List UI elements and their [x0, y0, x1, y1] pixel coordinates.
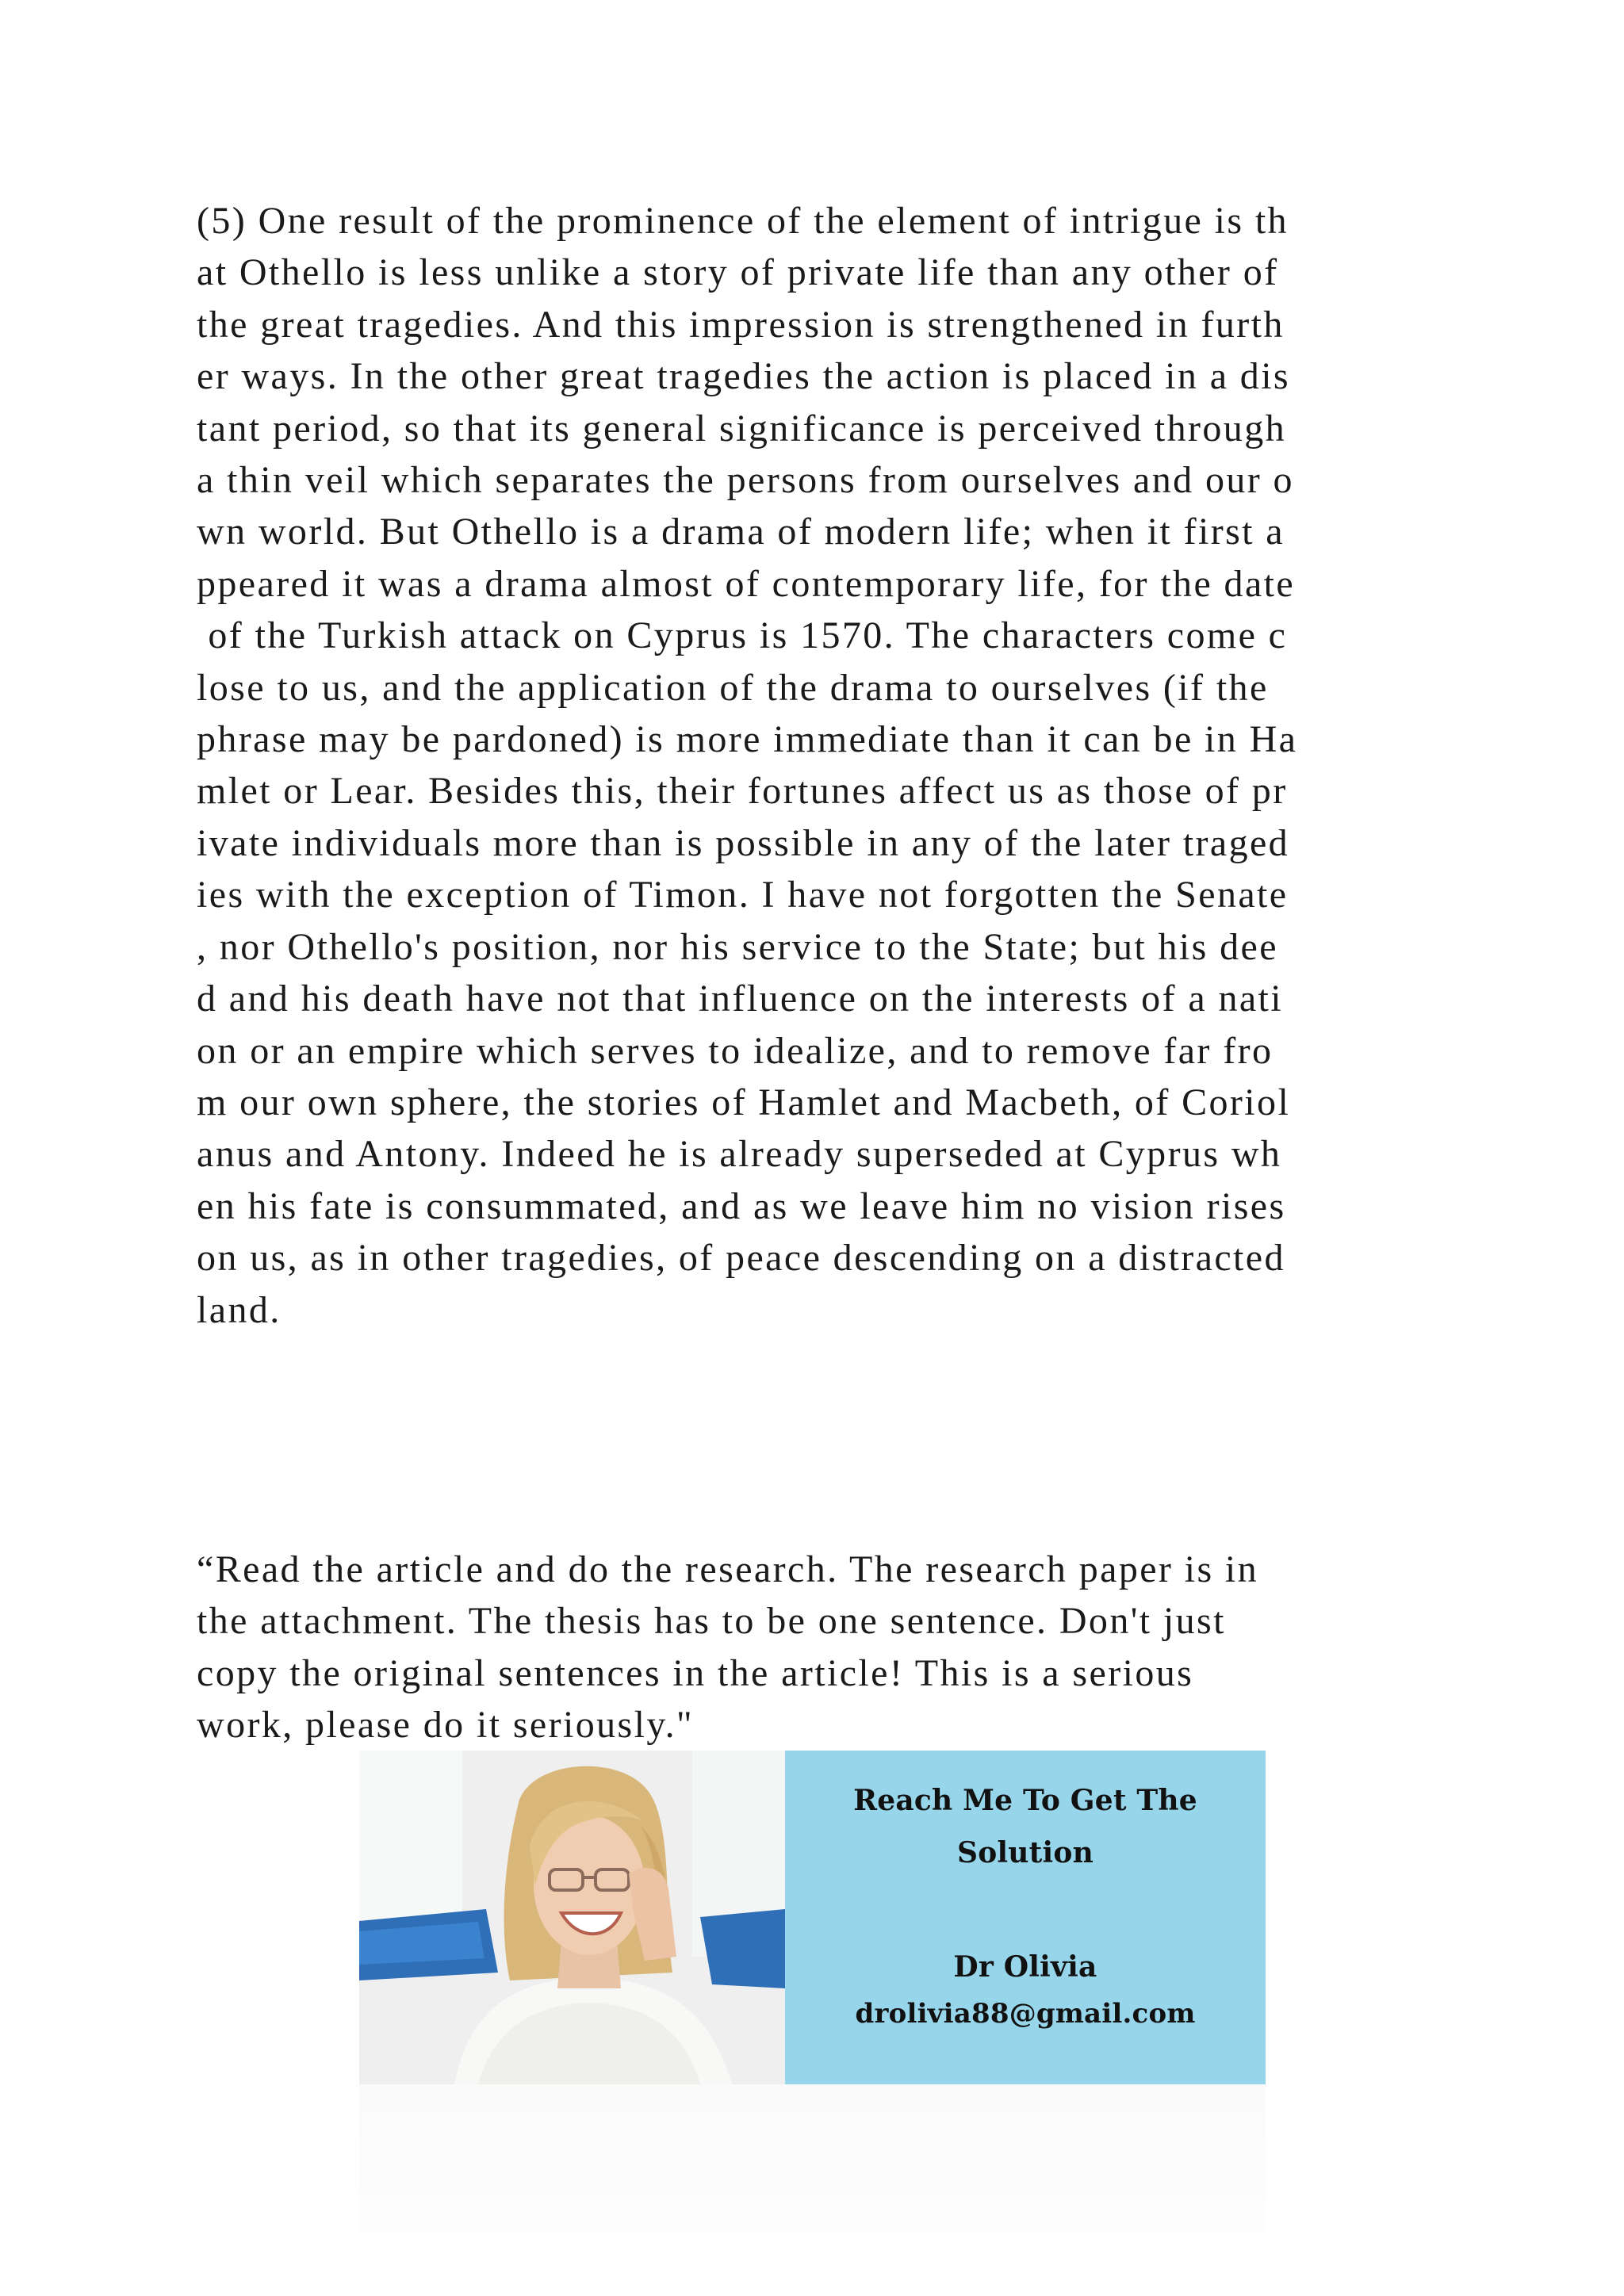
- text-line: , nor Othello's position, nor his service to the State; but his dee: [197, 925, 1278, 968]
- text-line: phrase may be pardoned) is more immediate than it can be in Ha: [197, 718, 1298, 761]
- text-line: “Read the article and do the research. The research paper is in: [197, 1548, 1259, 1590]
- promo-contact-email[interactable]: drolivia88@gmail.com: [855, 1998, 1196, 2030]
- text-line: wn world. But Othello is a drama of modern life; when it first a: [197, 511, 1285, 553]
- promo-heading-line-1: Reach Me To Get The: [853, 1784, 1197, 1817]
- assignment-quote: [197, 1544, 1434, 1751]
- text-line: d and his death have not that influence on the interests of a nati: [197, 978, 1284, 1020]
- text-line: m our own sphere, the stories of Hamlet and Macbeth, of Coriol: [197, 1081, 1291, 1123]
- text-line: (5) One result of the prominence of the element of intrigue is th: [197, 200, 1289, 242]
- promo-banner: [359, 1751, 1266, 2084]
- text-line: ies with the exception of Timon. I have not forgotten the Senate: [197, 874, 1289, 916]
- text-line: on us, as in other tragedies, of peace descending on a distracted: [197, 1237, 1285, 1280]
- text-line: er ways. In the other great tragedies the action is placed in a dis: [197, 355, 1291, 398]
- text-line: ppeared it was a drama almost of contemporary life, for the date: [197, 562, 1296, 605]
- text-line: a thin veil which separates the persons from ourselves and our o: [197, 459, 1294, 502]
- text-line: of the Turkish attack on Cyprus is 1570. The characters come c: [197, 614, 1288, 657]
- text-line: the attachment. The thesis has to be one sentence. Don't just: [197, 1600, 1226, 1643]
- promo-heading-line-2: Solution: [957, 1836, 1094, 1869]
- text-line: ivate individuals more than is possible in any of the later traged: [197, 821, 1290, 864]
- text-line: on or an empire which serves to idealize, and to remove far fro: [197, 1029, 1274, 1072]
- text-line: work, please do it seriously.": [197, 1704, 695, 1747]
- text-line: copy the original sentences in the article! This is a serious: [197, 1651, 1194, 1694]
- image-bottom-margin: [359, 2084, 1266, 2296]
- text-line: tant period, so that its general significance is perceived through: [197, 407, 1287, 450]
- promo-photo: [359, 1751, 785, 2084]
- text-line: land.: [197, 1288, 282, 1331]
- text-line: en his fate is consummated, and as we leave him no vision rises: [197, 1184, 1286, 1227]
- text-line: anus and Antony. Indeed he is already superseded at Cyprus wh: [197, 1133, 1282, 1176]
- text-line: lose to us, and the application of the drama to ourselves (if the: [197, 666, 1269, 709]
- text-line: mlet or Lear. Besides this, their fortunes affect us as those of pr: [197, 770, 1288, 813]
- essay-paragraph: [197, 195, 1434, 1336]
- text-line: at Othello is less unlike a story of private life than any other of: [197, 251, 1279, 294]
- woman-photo-illustration: [359, 1751, 785, 2084]
- text-line: the great tragedies. And this impression is strengthened in furth: [197, 303, 1285, 346]
- promo-contact-name: Dr Olivia: [953, 1950, 1097, 1984]
- promo-contact-panel: [785, 1751, 1266, 2084]
